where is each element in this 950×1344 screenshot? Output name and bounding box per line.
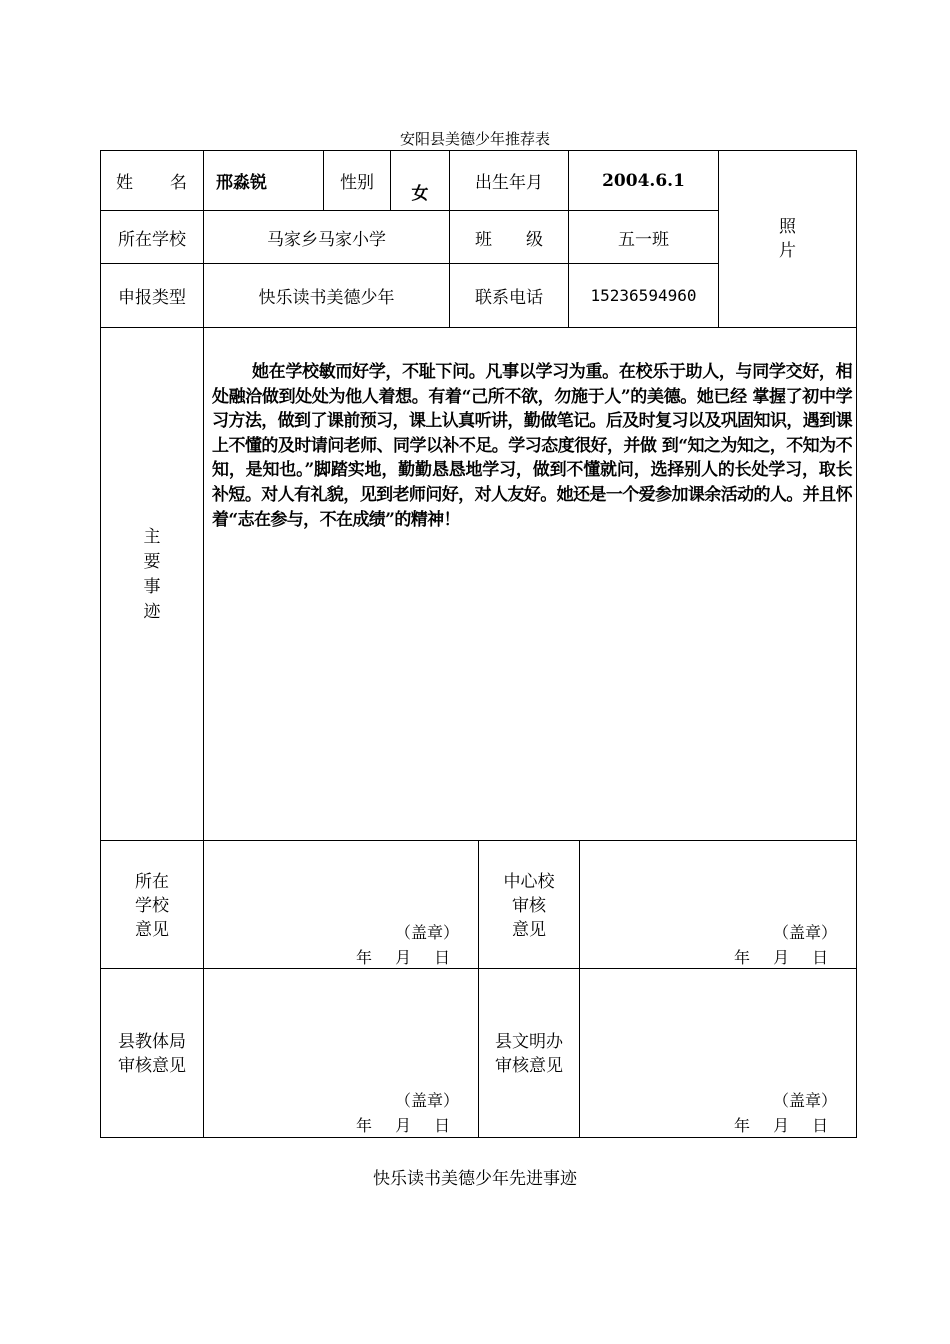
edu-opinion-line1: 县教体局 [118,1032,186,1052]
school-opinion-seal: （盖章） [395,923,460,942]
edu-opinion-line2: 审核意见 [118,1056,186,1076]
document-title: 安阳县美德少年推荐表 [399,130,550,148]
class-value: 五一班 [618,229,669,250]
class-label: 班 级 [475,229,543,250]
birth-value: 2004.6.1 [602,170,685,191]
deeds-label [101,520,203,630]
school-opinion-line3: 意见 [135,920,169,940]
center-opinion-label [479,868,579,944]
civil-opinion-line1: 县文明办 [495,1032,563,1052]
civil-opinion-label [479,1028,579,1080]
photo-label-line2: 片 [779,241,796,261]
deeds-char-2: 要 [143,552,161,572]
school-opinion-label [101,868,203,944]
edu-opinion-seal: （盖章） [395,1091,460,1110]
civil-opinion-seal: （盖章） [773,1091,838,1110]
center-opinion-line2: 审核 [512,896,546,916]
photo-placeholder [719,151,856,327]
photo-label-line1: 照 [779,217,796,237]
deeds-char-3: 事 [143,577,161,597]
school-opinion-date: 年 月 日 [356,948,451,967]
birth-label: 出生年月 [475,173,543,193]
school-opinion-line1: 所在 [135,872,169,892]
edu-opinion-date: 年 月 日 [356,1116,451,1135]
center-opinion-seal: （盖章） [773,923,838,942]
gender-value: 女 [411,183,429,204]
school-opinion-line2: 学校 [135,896,169,916]
category-value: 快乐读书美德少年 [258,288,395,308]
civil-opinion-date: 年 月 日 [734,1116,829,1135]
civil-opinion-line2: 审核意见 [495,1056,563,1076]
footer-heading: 快乐读书美德少年先进事迹 [373,1169,577,1189]
deeds-char-1: 主 [143,527,161,547]
deeds-char-4: 迹 [143,602,161,622]
center-opinion-line3: 意见 [512,920,546,940]
center-opinion-line1: 中心校 [503,872,555,892]
gender-label: 性别 [340,173,374,193]
category-label: 申报类型 [118,288,186,308]
phone-value: 15236594960 [590,286,697,305]
edu-opinion-label [101,1028,203,1080]
deeds-summary: 她在学校敏而好学，不耻下问。凡事以学习为重。在校乐于助人，与同学交好，相处融洽做到处处为他人着想。有着“己所不欲，勿施于人”的美德。她已经 掌握了初中学习方法，做到了课前预习，课上认真听讲，勤做笔记。后及时复习以及巩固知识，遇到课上不懂的及时请问老师、同学以补不足。学习态度很好，并做 到“知之为知之，不知为不知，是知也。”脚踏实地，勤勤恳恳地学习，做到不懂就问，选择别人的长处学习，取长补短。对人有礼貌，见到老师问好，对人友好。她还是一个爱参加课余活动的人。并且怀着“志在参与，不在成绩”的精神！ [212,362,852,530]
name-label: 姓 名 [116,173,188,193]
phone-label: 联系电话 [475,288,543,308]
school-label: 所在学校 [118,229,186,250]
school-value: 马家乡马家小学 [267,229,386,250]
center-opinion-date: 年 月 日 [734,948,829,967]
name-value: 邢淼锐 [216,173,267,193]
